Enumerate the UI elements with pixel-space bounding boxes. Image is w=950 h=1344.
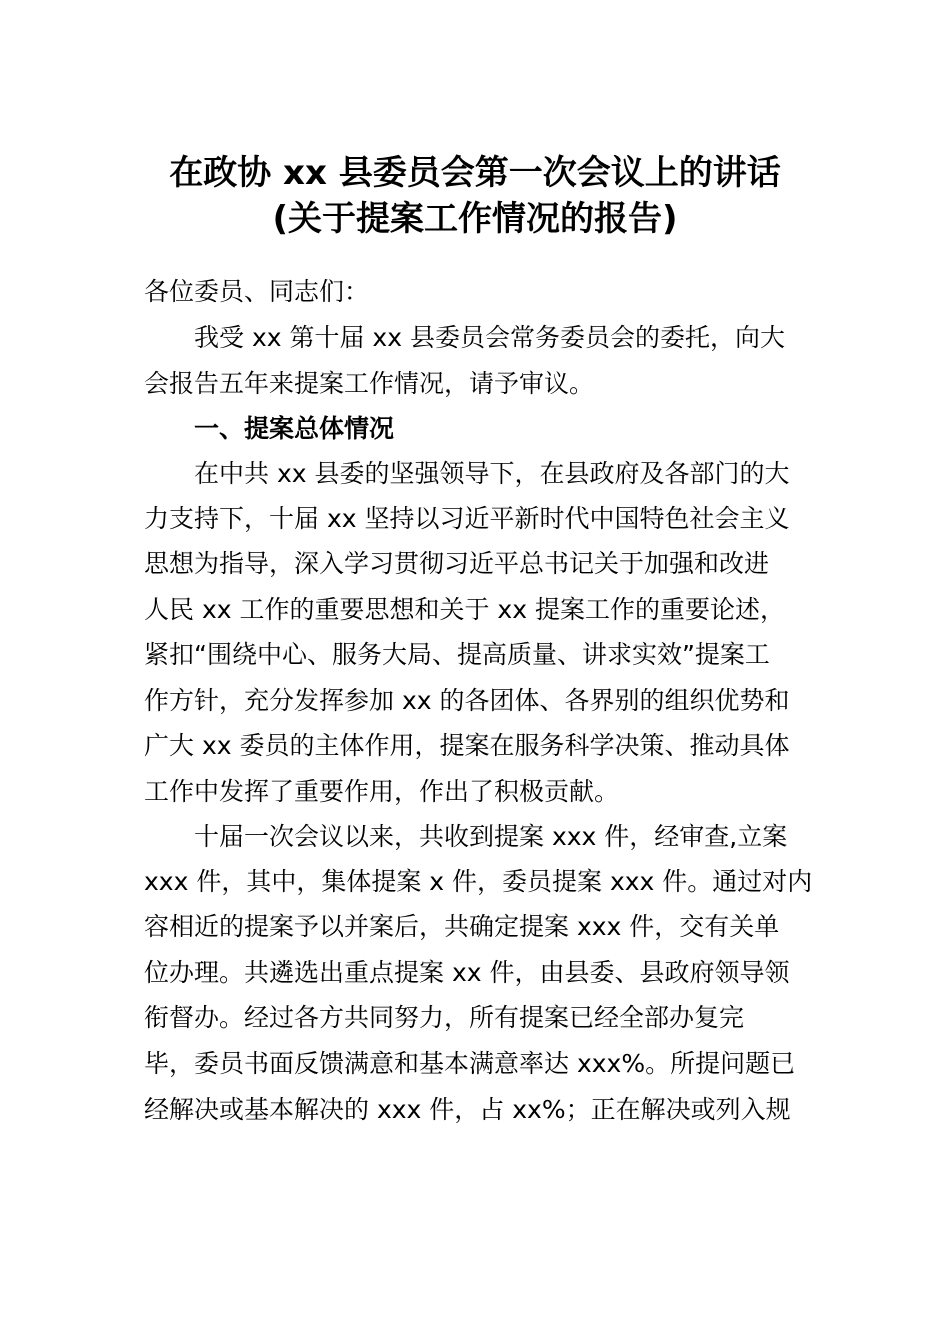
paragraph-1-line-2: 会报告五年来提案工作情况，请予审议。 — [144, 369, 595, 398]
paragraph-2-line-4: 人民 xx 工作的重要思想和关于 xx 提案工作的重要论述， — [144, 595, 785, 624]
paragraph-3-line-4: 位办理。共遴选出重点提案 xx 件，由县委、县政府领导领 — [144, 958, 790, 987]
paragraph-3-line-2: xxx 件，其中，集体提案 x 件，委员提案 xxx 件。通过对内 — [144, 867, 813, 896]
document-title-line-1: 在政协 xx 县委员会第一次会议上的讲话 — [169, 153, 781, 193]
paragraph-2-line-1: 在中共 xx 县委的坚强领导下，在县政府及各部门的大 — [194, 459, 790, 488]
paragraph-2-line-7: 广大 xx 委员的主体作用，提案在服务科学决策、推动具体 — [144, 731, 790, 760]
paragraph-2-line-8: 工作中发挥了重要作用，作出了积极贡献。 — [144, 777, 620, 806]
paragraph-2-line-3: 思想为指导，深入学习贯彻习近平总书记关于加强和改进 — [144, 549, 770, 578]
section-heading-1: 一、提案总体情况 — [194, 414, 395, 443]
document-title-line-2: (关于提案工作情况的报告) — [272, 199, 678, 239]
paragraph-2-line-2: 力支持下，十届 xx 坚持以习近平新时代中国特色社会主义 — [144, 504, 790, 533]
paragraph-2-line-6: 作方针，充分发挥参加 xx 的各团体、各界别的组织优势和 — [144, 686, 790, 715]
paragraph-3-line-3: 容相近的提案予以并案后，共确定提案 xxx 件，交有关单 — [144, 912, 780, 941]
salutation: 各位委员、同志们： — [144, 277, 370, 306]
paragraph-1-line-1: 我受 xx 第十届 xx 县委员会常务委员会的委托，向大 — [194, 323, 785, 352]
paragraph-3-line-6: 毕，委员书面反馈满意和基本满意率达 xxx%。所提问题已 — [144, 1049, 796, 1078]
paragraph-3-line-1: 十届一次会议以来，共收到提案 xxx 件，经审查,立案 — [194, 822, 788, 851]
paragraph-3-line-5: 衔督办。经过各方共同努力，所有提案已经全部办复完 — [144, 1003, 745, 1032]
paragraph-3-line-7: 经解决或基本解决的 xxx 件，占 xx%；正在解决或列入规 — [144, 1095, 791, 1124]
paragraph-2-line-5: 紧扣“围绕中心、服务大局、提高质量、讲求实效”提案工 — [144, 640, 770, 669]
